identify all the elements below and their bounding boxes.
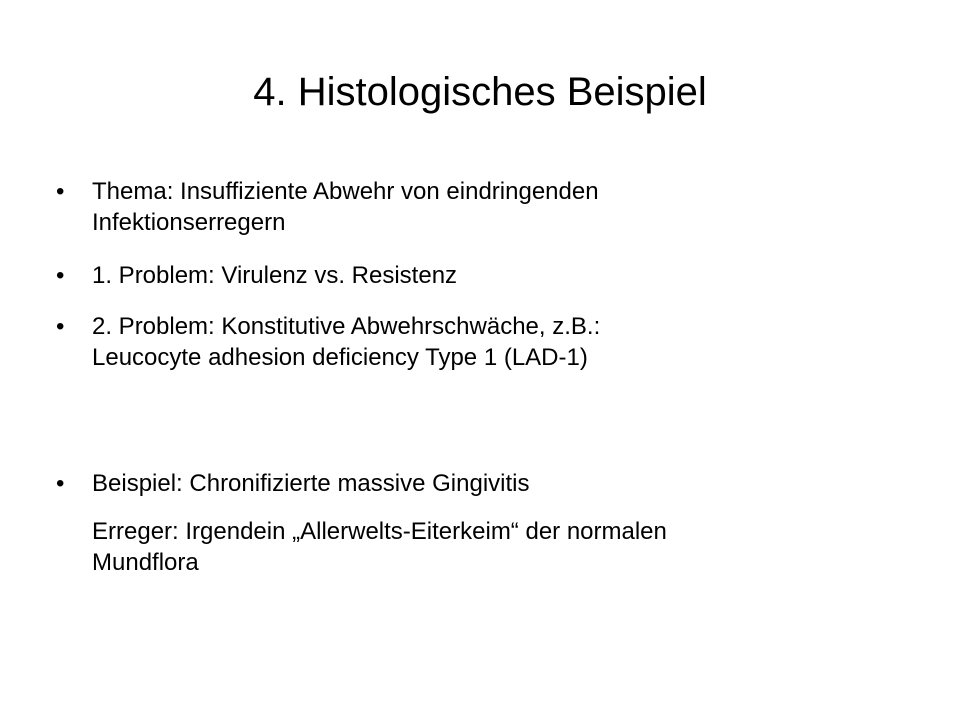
bullet-text-line: Thema: Insuffiziente Abwehr von eindringenden	[92, 178, 599, 205]
bullet-marker: •	[56, 262, 65, 289]
bullet-text-line: 2. Problem: Konstitutive Abwehrschwäche, z.B.:	[92, 313, 601, 340]
bullet-text-line: 1. Problem: Virulenz vs. Resistenz	[92, 262, 458, 289]
bullet-text-line: Infektionserregern	[92, 209, 286, 236]
bullet-marker: •	[56, 470, 65, 497]
bullet-marker: •	[56, 313, 65, 340]
bullet-text-line: Beispiel: Chronifizierte massive Gingivitis	[92, 470, 530, 497]
bullet-marker: •	[56, 178, 65, 205]
slide-title: 4. Histologisches Beispiel	[253, 70, 707, 114]
bullet-item-thema	[56, 176, 892, 238]
continuation-paragraph	[92, 516, 892, 578]
bullet-item-problem-1	[56, 260, 892, 291]
continuation-text-line: Mundflora	[92, 549, 199, 576]
bullet-item-beispiel	[56, 468, 892, 499]
bullet-text-line: Leucocyte adhesion deficiency Type 1 (LAD-1)	[92, 344, 588, 371]
continuation-text-line: Erreger: Irgendein „Allerwelts-Eiterkeim“ der normalen	[92, 518, 667, 545]
bullet-item-problem-2	[56, 311, 892, 373]
